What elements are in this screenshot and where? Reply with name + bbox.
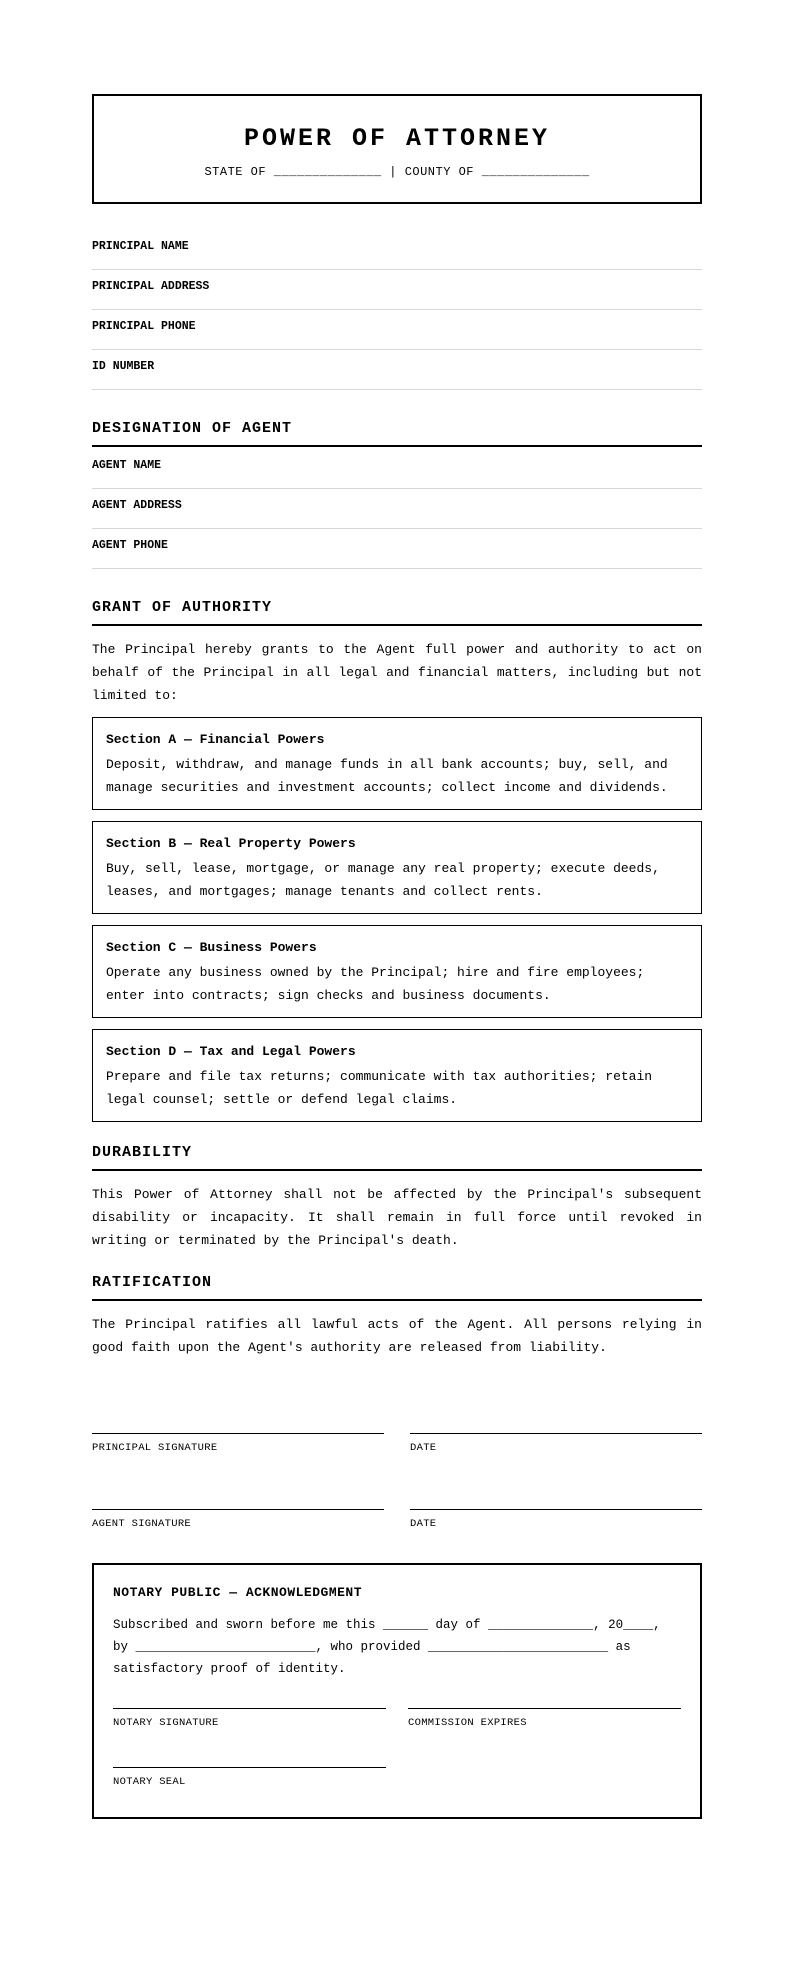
section-a-box bbox=[92, 717, 702, 810]
principal-fields bbox=[92, 230, 702, 390]
agent-heading: DESIGNATION OF AGENT bbox=[92, 420, 702, 447]
section-a-text: Deposit, withdraw, and manage funds in all bank accounts; buy, sell, and manage securities and investment accounts; collect income and dividends. bbox=[106, 757, 668, 795]
id-number-field[interactable]: ID NUMBER bbox=[92, 350, 702, 390]
grant-section bbox=[92, 599, 702, 1122]
agent-signature-line[interactable] bbox=[92, 1509, 384, 1530]
notary-box bbox=[92, 1563, 702, 1819]
principal-date-label: DATE bbox=[410, 1442, 437, 1454]
durability-heading: DURABILITY bbox=[92, 1144, 702, 1171]
principal-address-field[interactable]: PRINCIPAL ADDRESS bbox=[92, 270, 702, 310]
notary-signature-line[interactable] bbox=[113, 1708, 386, 1729]
signature-block bbox=[92, 1433, 702, 1530]
grant-heading: GRANT OF AUTHORITY bbox=[92, 599, 702, 626]
ratification-section bbox=[92, 1274, 702, 1359]
section-c-title: Section C — Business Powers bbox=[106, 940, 317, 955]
agent-date-label: DATE bbox=[410, 1518, 437, 1530]
agent-name-field[interactable]: AGENT NAME bbox=[92, 449, 702, 489]
section-d-text: Prepare and file tax returns; communicate with tax authorities; retain legal counsel; settle or defend legal claims. bbox=[106, 1069, 653, 1107]
section-b-text: Buy, sell, lease, mortgage, or manage any real property; execute deeds, leases, and mortgages; manage tenants and collect rents. bbox=[106, 861, 660, 899]
principal-phone-field[interactable]: PRINCIPAL PHONE bbox=[92, 310, 702, 350]
commission-expires-label: COMMISSION EXPIRES bbox=[408, 1717, 527, 1729]
grant-intro: The Principal hereby grants to the Agent full power and authority to act on behalf of the Principal in all legal and financial matters, including but not limited to: bbox=[92, 642, 702, 703]
notary-signature-label: NOTARY SIGNATURE bbox=[113, 1717, 219, 1729]
agent-date-line[interactable] bbox=[410, 1509, 702, 1530]
section-c-text: Operate any business owned by the Principal; hire and fire employees; enter into contracts; sign checks and business documents. bbox=[106, 965, 645, 1003]
notary-title: NOTARY PUBLIC — ACKNOWLEDGMENT bbox=[113, 1585, 363, 1600]
agent-section bbox=[92, 420, 702, 569]
notary-seal-line[interactable] bbox=[113, 1767, 386, 1788]
agent-address-field[interactable]: AGENT ADDRESS bbox=[92, 489, 702, 529]
principal-signature-line[interactable] bbox=[92, 1433, 384, 1454]
notary-seal-row bbox=[113, 1767, 681, 1788]
document-title: POWER OF ATTORNEY bbox=[243, 124, 551, 153]
agent-signature-label: AGENT SIGNATURE bbox=[92, 1518, 192, 1530]
section-b-box bbox=[92, 821, 702, 914]
durability-text: This Power of Attorney shall not be affected by the Principal's subsequent disability or incapacity. It shall remain in full force until revoked in writing or terminated by the Principal's death. bbox=[92, 1187, 702, 1248]
ratification-heading: RATIFICATION bbox=[92, 1274, 702, 1301]
section-b-title: Section B — Real Property Powers bbox=[106, 836, 356, 851]
agent-phone-field[interactable]: AGENT PHONE bbox=[92, 529, 702, 569]
principal-signature-label: PRINCIPAL SIGNATURE bbox=[92, 1442, 218, 1454]
agent-signature-row bbox=[92, 1509, 702, 1530]
durability-section bbox=[92, 1144, 702, 1252]
section-a-title: Section A — Financial Powers bbox=[106, 732, 325, 747]
document-page bbox=[92, 0, 702, 1819]
principal-date-line[interactable] bbox=[410, 1433, 702, 1454]
title-box bbox=[92, 94, 702, 204]
section-c-box bbox=[92, 925, 702, 1018]
notary-text: Subscribed and sworn before me this ______ day of ______________, 20____, by ________________________, who provided ________________________ as satisfactory proof of identity. bbox=[113, 1618, 661, 1676]
ratification-text: The Principal ratifies all lawful acts of the Agent. All persons relying in good faith upon the Agent's authority are released from liability. bbox=[92, 1317, 702, 1355]
principal-signature-row bbox=[92, 1433, 702, 1454]
notary-signature-row bbox=[113, 1708, 681, 1729]
section-d-box bbox=[92, 1029, 702, 1122]
commission-expires-line[interactable] bbox=[408, 1708, 681, 1729]
principal-name-field[interactable]: PRINCIPAL NAME bbox=[92, 230, 702, 270]
section-d-title: Section D — Tax and Legal Powers bbox=[106, 1044, 356, 1059]
jurisdiction-line: STATE OF ______________ | COUNTY OF ______________ bbox=[204, 165, 590, 179]
notary-seal-label: NOTARY SEAL bbox=[113, 1776, 186, 1788]
